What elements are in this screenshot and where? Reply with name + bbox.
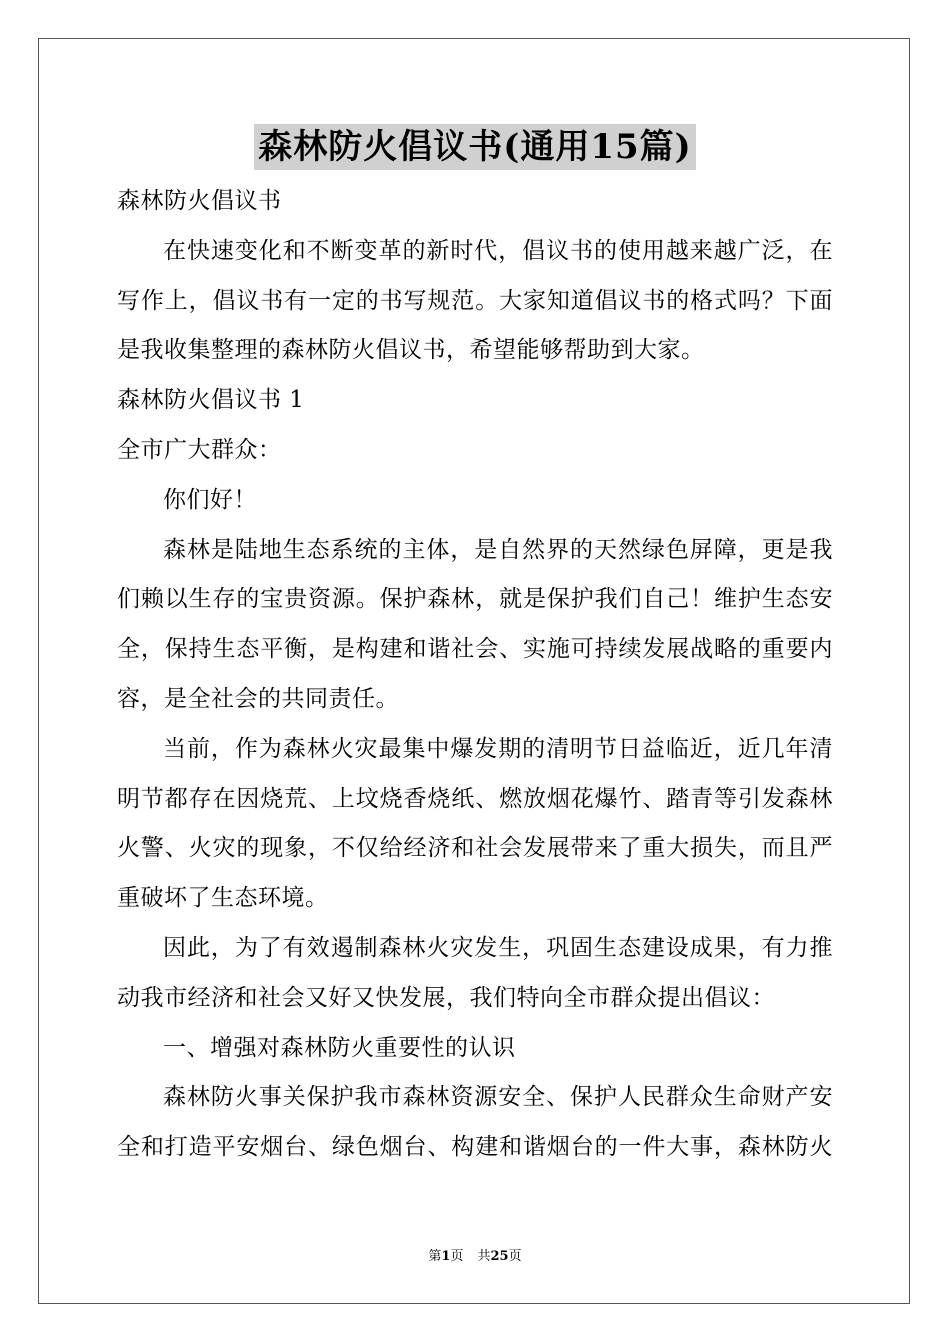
subtitle-line: 森林防火倡议书: [117, 188, 282, 214]
paragraph-line: 写作上，倡议书有一定的书写规范。大家知道倡议书的格式吗？下面: [117, 287, 833, 314]
total-suffix: 页: [508, 1249, 522, 1264]
paragraph-line: 容，是全社会的共同责任。: [117, 685, 399, 712]
page-number: 1: [441, 1249, 451, 1264]
paragraph-line: 动我市经济和社会又好又快发展，我们特向全市群众提出倡议：: [117, 984, 775, 1011]
paragraph-line: 森林是陆地生态系统的主体，是自然界的天然绿色屏障，更是我: [163, 536, 833, 563]
paragraph-line: 在快速变化和不断变革的新时代，倡议书的使用越来越广泛，在: [163, 237, 833, 264]
section-heading: 森林防火倡议书 1: [117, 387, 305, 414]
paragraph-line: 全和打造平安烟台、绿色烟台、构建和谐烟台的一件大事，森林防火: [117, 1134, 833, 1161]
greeting-line: 你们好！: [163, 486, 257, 513]
salutation-line: 全市广大群众：: [117, 436, 282, 463]
paragraph-line: 重破坏了生态环境。: [117, 885, 329, 912]
paragraph-line: 是我收集整理的森林防火倡议书，希望能够帮助到大家。: [117, 337, 705, 364]
document-title: 森林防火倡议书(通用15篇): [254, 124, 696, 170]
page-footer: [0, 1247, 950, 1267]
paragraph-line: 当前，作为森林火灾最集中爆发期的清明节日益临近，近几年清: [163, 735, 833, 762]
total-prefix: 共: [477, 1249, 491, 1264]
list-heading: 一、增强对森林防火重要性的认识: [163, 1034, 516, 1061]
paragraph-line: 火警、火灾的现象，不仅给经济和社会发展带来了重大损失，而且严: [117, 835, 833, 862]
total-pages: 25: [490, 1249, 509, 1264]
paragraph-line: 森林防火事关保护我市森林资源安全、保护人民群众生命财产安: [163, 1084, 833, 1111]
title-container: [0, 124, 950, 170]
page-suffix: 页: [450, 1249, 464, 1264]
paragraph-line: 因此，为了有效遏制森林火灾发生，巩固生态建设成果，有力推: [163, 934, 833, 961]
document-body: [117, 177, 833, 1173]
paragraph-line: 明节都存在因烧荒、上坟烧香烧纸、燃放烟花爆竹、踏青等引发森林: [117, 785, 833, 812]
paragraph-line: 全，保持生态平衡，是构建和谐社会、实施可持续发展战略的重要内: [117, 636, 833, 663]
page-prefix: 第: [428, 1249, 442, 1264]
paragraph-line: 们赖以生存的宝贵资源。保护森林，就是保护我们自己！维护生态安: [117, 586, 833, 613]
